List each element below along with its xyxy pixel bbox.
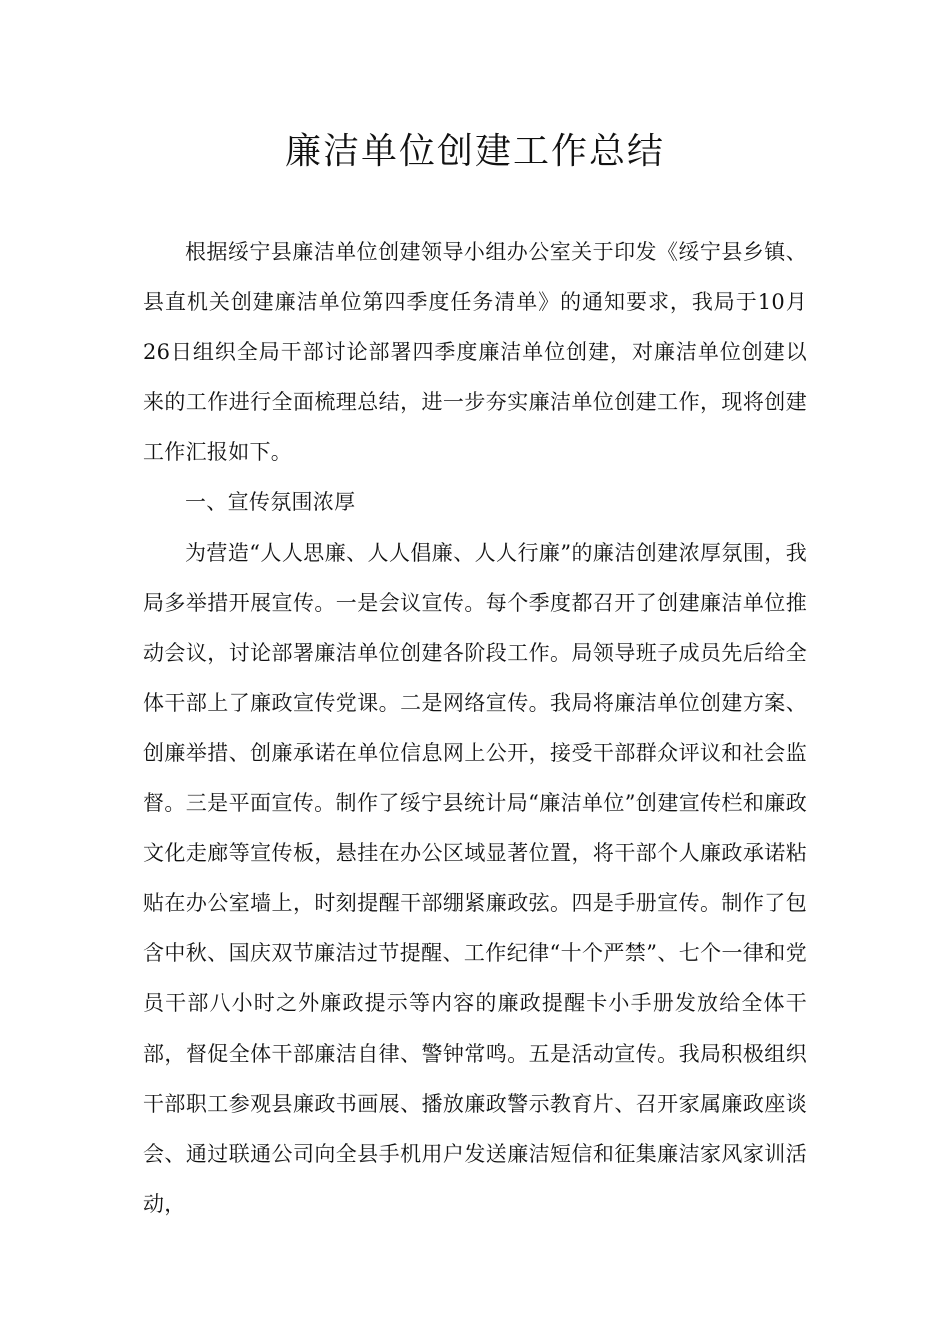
section-heading-1: 一、宣传氛围浓厚 [185, 490, 356, 515]
document-body [143, 227, 807, 1229]
paragraph-intro: 根据绥宁县廉洁单位创建领导小组办公室关于印发《绥宁县乡镇、县直机关创建廉洁单位第四季度任务清单》的通知要求，我局于10月26日组织全局干部讨论部署四季度廉洁单位创建，对廉洁单位创建以来的工作进行全面梳理总结，进一步夯实廉洁单位创建工作，现将创建工作汇报如下。 [143, 240, 807, 465]
paragraph-publicity: 为营造“人人思廉、人人倡廉、人人行廉”的廉洁创建浓厚氛围，我局多举措开展宣传。一是会议宣传。每个季度都召开了创建廉洁单位推动会议，讨论部署廉洁单位创建各阶段工作。局领导班子成员先后给全体干部上了廉政宣传党课。二是网络宣传。我局将廉洁单位创建方案、创廉举措、创廉承诺在单位信息网上公开，接受干部群众评议和社会监督。三是平面宣传。制作了绥宁县统计局“廉洁单位”创建宣传栏和廉政文化走廊等宣传板，悬挂在办公区域显著位置，将干部个人廉政承诺粘贴在办公室墙上，时刻提醒干部绷紧廉政弦。四是手册宣传。制作了包含中秋、国庆双节廉洁过节提醒、工作纪律“十个严禁”、七个一律和党员干部八小时之外廉政提示等内容的廉政提醒卡小手册发放给全体干部，督促全体干部廉洁自律、警钟常鸣。五是活动宣传。我局积极组织干部职工参观县廉政书画展、播放廉政警示教育片、召开家属廉政座谈会、通过联通公司向全县手机用户发送廉洁短信和征集廉洁家风家训活动， [143, 540, 807, 1216]
document-title: 廉洁单位创建工作总结 [284, 131, 665, 172]
